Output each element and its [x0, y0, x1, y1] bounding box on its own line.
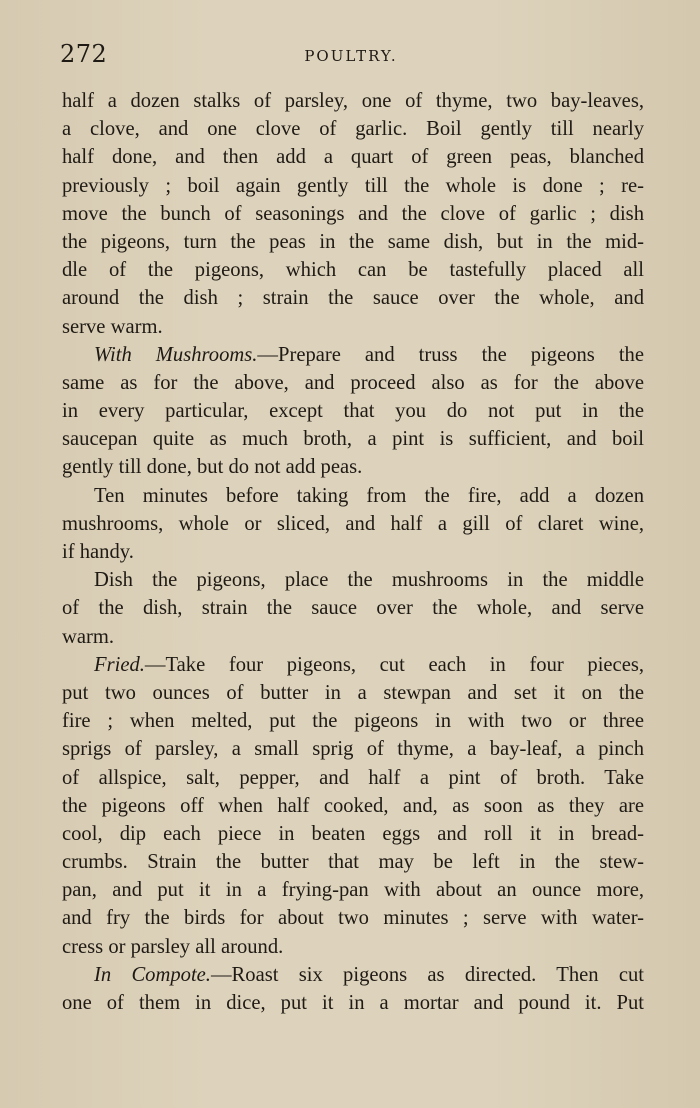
line-text: half done, and then add a quart of green peas, blanched — [62, 146, 644, 169]
line-text: gently till done, but do not add peas. — [62, 456, 363, 479]
text-line — [62, 820, 644, 848]
line-text: mushrooms, whole or sliced, and half a gill of claret wine, — [62, 512, 644, 535]
paragraph-lead: With Mushrooms. — [94, 343, 258, 366]
line-text: cool, dip each piece in beaten eggs and roll it in bread- — [62, 822, 644, 845]
line-text: and fry the birds for about two minutes ; serve with water- — [62, 907, 644, 930]
paragraph — [62, 341, 644, 482]
text-line — [62, 735, 644, 763]
text-line — [62, 172, 644, 200]
text-line — [62, 764, 644, 792]
text-line — [62, 961, 644, 989]
text-line — [62, 228, 644, 256]
line-text: dle of the pigeons, which can be tastefully placed all — [62, 259, 644, 282]
body-text — [62, 87, 644, 1017]
line-text: of allspice, salt, pepper, and half a pint of broth. Take — [62, 766, 644, 789]
line-text: if handy. — [62, 541, 134, 563]
paragraph — [62, 482, 644, 567]
line-text: —Prepare and truss the pigeons the — [257, 343, 644, 366]
line-text: crumbs. Strain the butter that may be left in the stew- — [62, 851, 644, 874]
line-text: warm. — [62, 625, 115, 648]
text-line — [62, 538, 644, 566]
line-text: put two ounces of butter in a stewpan and set it on the — [62, 681, 644, 704]
paragraph-lead: Fried. — [94, 653, 145, 676]
line-text: same as for the above, and proceed also as for the above — [62, 371, 644, 394]
text-line — [62, 453, 644, 481]
text-line — [62, 848, 644, 876]
line-text: move the bunch of seasonings and the clove of garlic ; dish — [62, 202, 644, 225]
text-line — [62, 313, 644, 341]
section-title: POULTRY. — [304, 47, 398, 65]
text-line — [62, 651, 644, 679]
line-text: a clove, and one clove of garlic. Boil gently till nearly — [62, 118, 644, 141]
line-text: the pigeons off when half cooked, and, as soon as they are — [62, 794, 644, 817]
line-text: the pigeons, turn the peas in the same dish, but in the mid- — [62, 230, 644, 253]
text-line — [62, 143, 644, 171]
page-number: 272 — [60, 40, 108, 68]
paragraph — [62, 566, 644, 651]
text-line — [62, 566, 644, 594]
text-line — [62, 792, 644, 820]
line-text: cress or parsley all around. — [62, 935, 284, 958]
text-line — [62, 115, 644, 143]
line-text: fire ; when melted, put the pigeons in with two or three — [62, 710, 644, 733]
line-text: saucepan quite as much broth, a pint is sufficient, and boil — [62, 428, 644, 451]
line-text: —Roast six pigeons as directed. Then cut — [210, 963, 644, 986]
line-text: previously ; boil again gently till the whole is done ; re- — [62, 174, 644, 197]
text-line — [62, 510, 644, 538]
text-line — [62, 284, 644, 312]
text-line — [62, 594, 644, 622]
text-line — [62, 933, 644, 961]
line-text: of the dish, strain the sauce over the whole, and serve — [62, 597, 644, 620]
paragraph — [62, 651, 644, 961]
line-text: —Take four pigeons, cut each in four pieces, — [144, 653, 644, 676]
line-text: pan, and put it in a frying-pan with about an ounce more, — [62, 879, 644, 902]
line-text: half a dozen stalks of parsley, one of thyme, two bay-leaves, — [62, 90, 644, 112]
paragraph-lead: In Compote. — [94, 963, 211, 986]
text-line — [62, 707, 644, 735]
text-line — [62, 482, 644, 510]
text-line — [62, 341, 644, 369]
text-line — [62, 679, 644, 707]
line-text: in every particular, except that you do not put in the — [62, 400, 644, 423]
line-text: one of them in dice, put it in a mortar and pound it. Put — [62, 992, 644, 1014]
text-line — [62, 904, 644, 932]
line-text: serve warm. — [62, 315, 163, 338]
text-line — [62, 369, 644, 397]
text-line — [62, 876, 644, 904]
text-line — [62, 256, 644, 284]
paragraph — [62, 87, 644, 341]
text-line — [62, 623, 644, 651]
line-text: Ten minutes before taking from the fire, add a dozen — [94, 484, 644, 507]
text-line — [62, 989, 644, 1017]
text-line — [62, 200, 644, 228]
text-line — [62, 87, 644, 115]
line-text: Dish the pigeons, place the mushrooms in the middle — [94, 569, 644, 592]
line-text: around the dish ; strain the sauce over the whole, and — [62, 287, 644, 310]
text-line — [62, 397, 644, 425]
text-line — [62, 425, 644, 453]
line-text: sprigs of parsley, a small sprig of thyme, a bay-leaf, a pinch — [62, 738, 644, 761]
running-head — [60, 40, 642, 70]
paragraph — [62, 961, 644, 1017]
